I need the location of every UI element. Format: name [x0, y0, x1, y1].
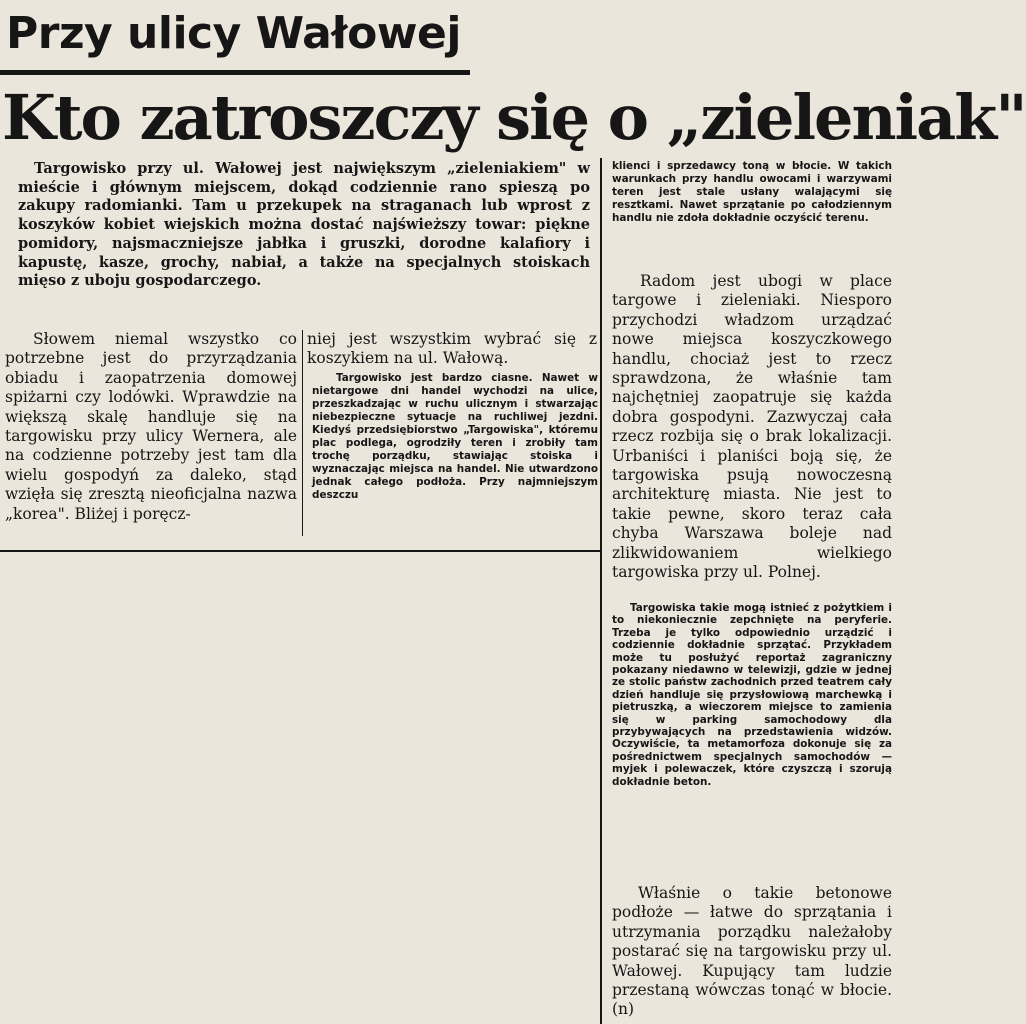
article-column-1: Słowem niemal wszystko co potrzebne jest do przyrządzania obiadu i zaopatrzenia domowej spiżarni czy lodówki. Wprawdzie na większą skalę handluje się na targowisku przy ulicy Wernera, ale na codzienne potrzeby jest tam dla wielu gospodyń za daleko, stąd wzięła się zresztą nieoficjalna nazwa „korea". Bliżej i poręcz- — [5, 330, 297, 523]
boxed-brief-1: Targowisko jest bardzo ciasne. Nawet w nietargowe dni handel wychodzi na ulice, przeszkadzając w ruchu ulicznym i stwarzając niebezpieczne sytuacje na ruchliwej jezdni. Kiedyś przedsiębiorstwo „Targowiska", któremu plac podlega, ogrodziły teren i zrobiły tam trochę porządku, stawiając stoiska i wyznaczając miejsca na handel. Nie utwardzono jednak całego podłoża. Przy najmniejszym deszczu — [312, 372, 598, 501]
headline: Kto zatroszczy się o „zieleniak" — [2, 81, 1026, 154]
article-column-2: niej jest wszystkim wybrać się z koszykiem na ul. Wałową. — [307, 330, 597, 368]
closing-paragraph: Właśnie o takie betonowe podłoże — łatwe do sprzątania i utrzymania porządku należałoby postarać się na targowisku przy ul. Wałowej. Kupujący tam ludzie przestaną wówczas tonąć w błocie. (n) — [612, 884, 892, 1019]
section-kicker: Przy ulicy Wałowej — [6, 8, 461, 59]
lead-paragraph: Targowisko przy ul. Wałowej jest największym „zieleniakiem" w mieście i głównym miejscem, dokąd codziennie rano spieszą po zakupy radomianki. Tam u przekupek na straganach lub wprost z koszyków kobiet wiejskich można dostać najświeższy towar: piękne pomidory, najsmaczniejsze jabłka i gruszki, dorodne kalafiory i kapustę, kasze, grochy, nabiał, a także na specjalnych stoiskach mięso z uboju gospodarczego. — [18, 160, 590, 290]
column-divider — [302, 330, 303, 536]
boxed-brief-1-continued: klienci i sprzedawcy toną w błocie. W takich warunkach przy handlu owocami i warzywami teren jest stale usłany walającymi się resztkami. Nawet sprzątanie po całodziennym handlu nie zdoła dokładnie oczyścić terenu. — [612, 160, 892, 224]
main-column-divider — [600, 158, 602, 1024]
kicker-underline — [0, 70, 470, 75]
article-column-3: Radom jest ubogi w place targowe i zieleniaki. Niesporo przychodzi władzom urządzać nowe miejsca koszyczkowego handlu, chociaż jest to rzecz sprawdzona, że właśnie tam najchętniej zaopatruje się każda dobra gospodyni. Zazwyczaj cała rzecz rozbija się o brak lokalizacji. Urbaniści i planiści boją się, że targowiska psują nowoczesną architekturę miasta. Nie jest to takie pewne, skoro teraz cała chyba Warszawa boleje nad zlikwidowaniem wielkiego targowiska przy ul. Polnej. — [612, 272, 892, 582]
boxed-brief-2: Targowiska takie mogą istnieć z pożytkiem i to niekoniecznie zepchnięte na peryferie. Trzeba je tylko odpowiednio urządzić i codziennie dokładnie sprzątać. Przykładem może tu posłużyć reportaż zagraniczny pokazany niedawno w telewizji, gdzie w jednej ze stolic państw zachodnich przed teatrem cały dzień handluje się przysłowiową marchewką i pietruszką, a wieczorem miejsce to zamienia się w parking samochodowy dla przybywających na przedstawienia widzów. Oczywiście, ta metamorfoza dokonuje się za pośrednictwem specjalnych samochodów — myjek i polewaczek, które czyszczą i szorują dokładnie beton. — [612, 602, 892, 788]
article-bottom-rule — [0, 550, 600, 552]
